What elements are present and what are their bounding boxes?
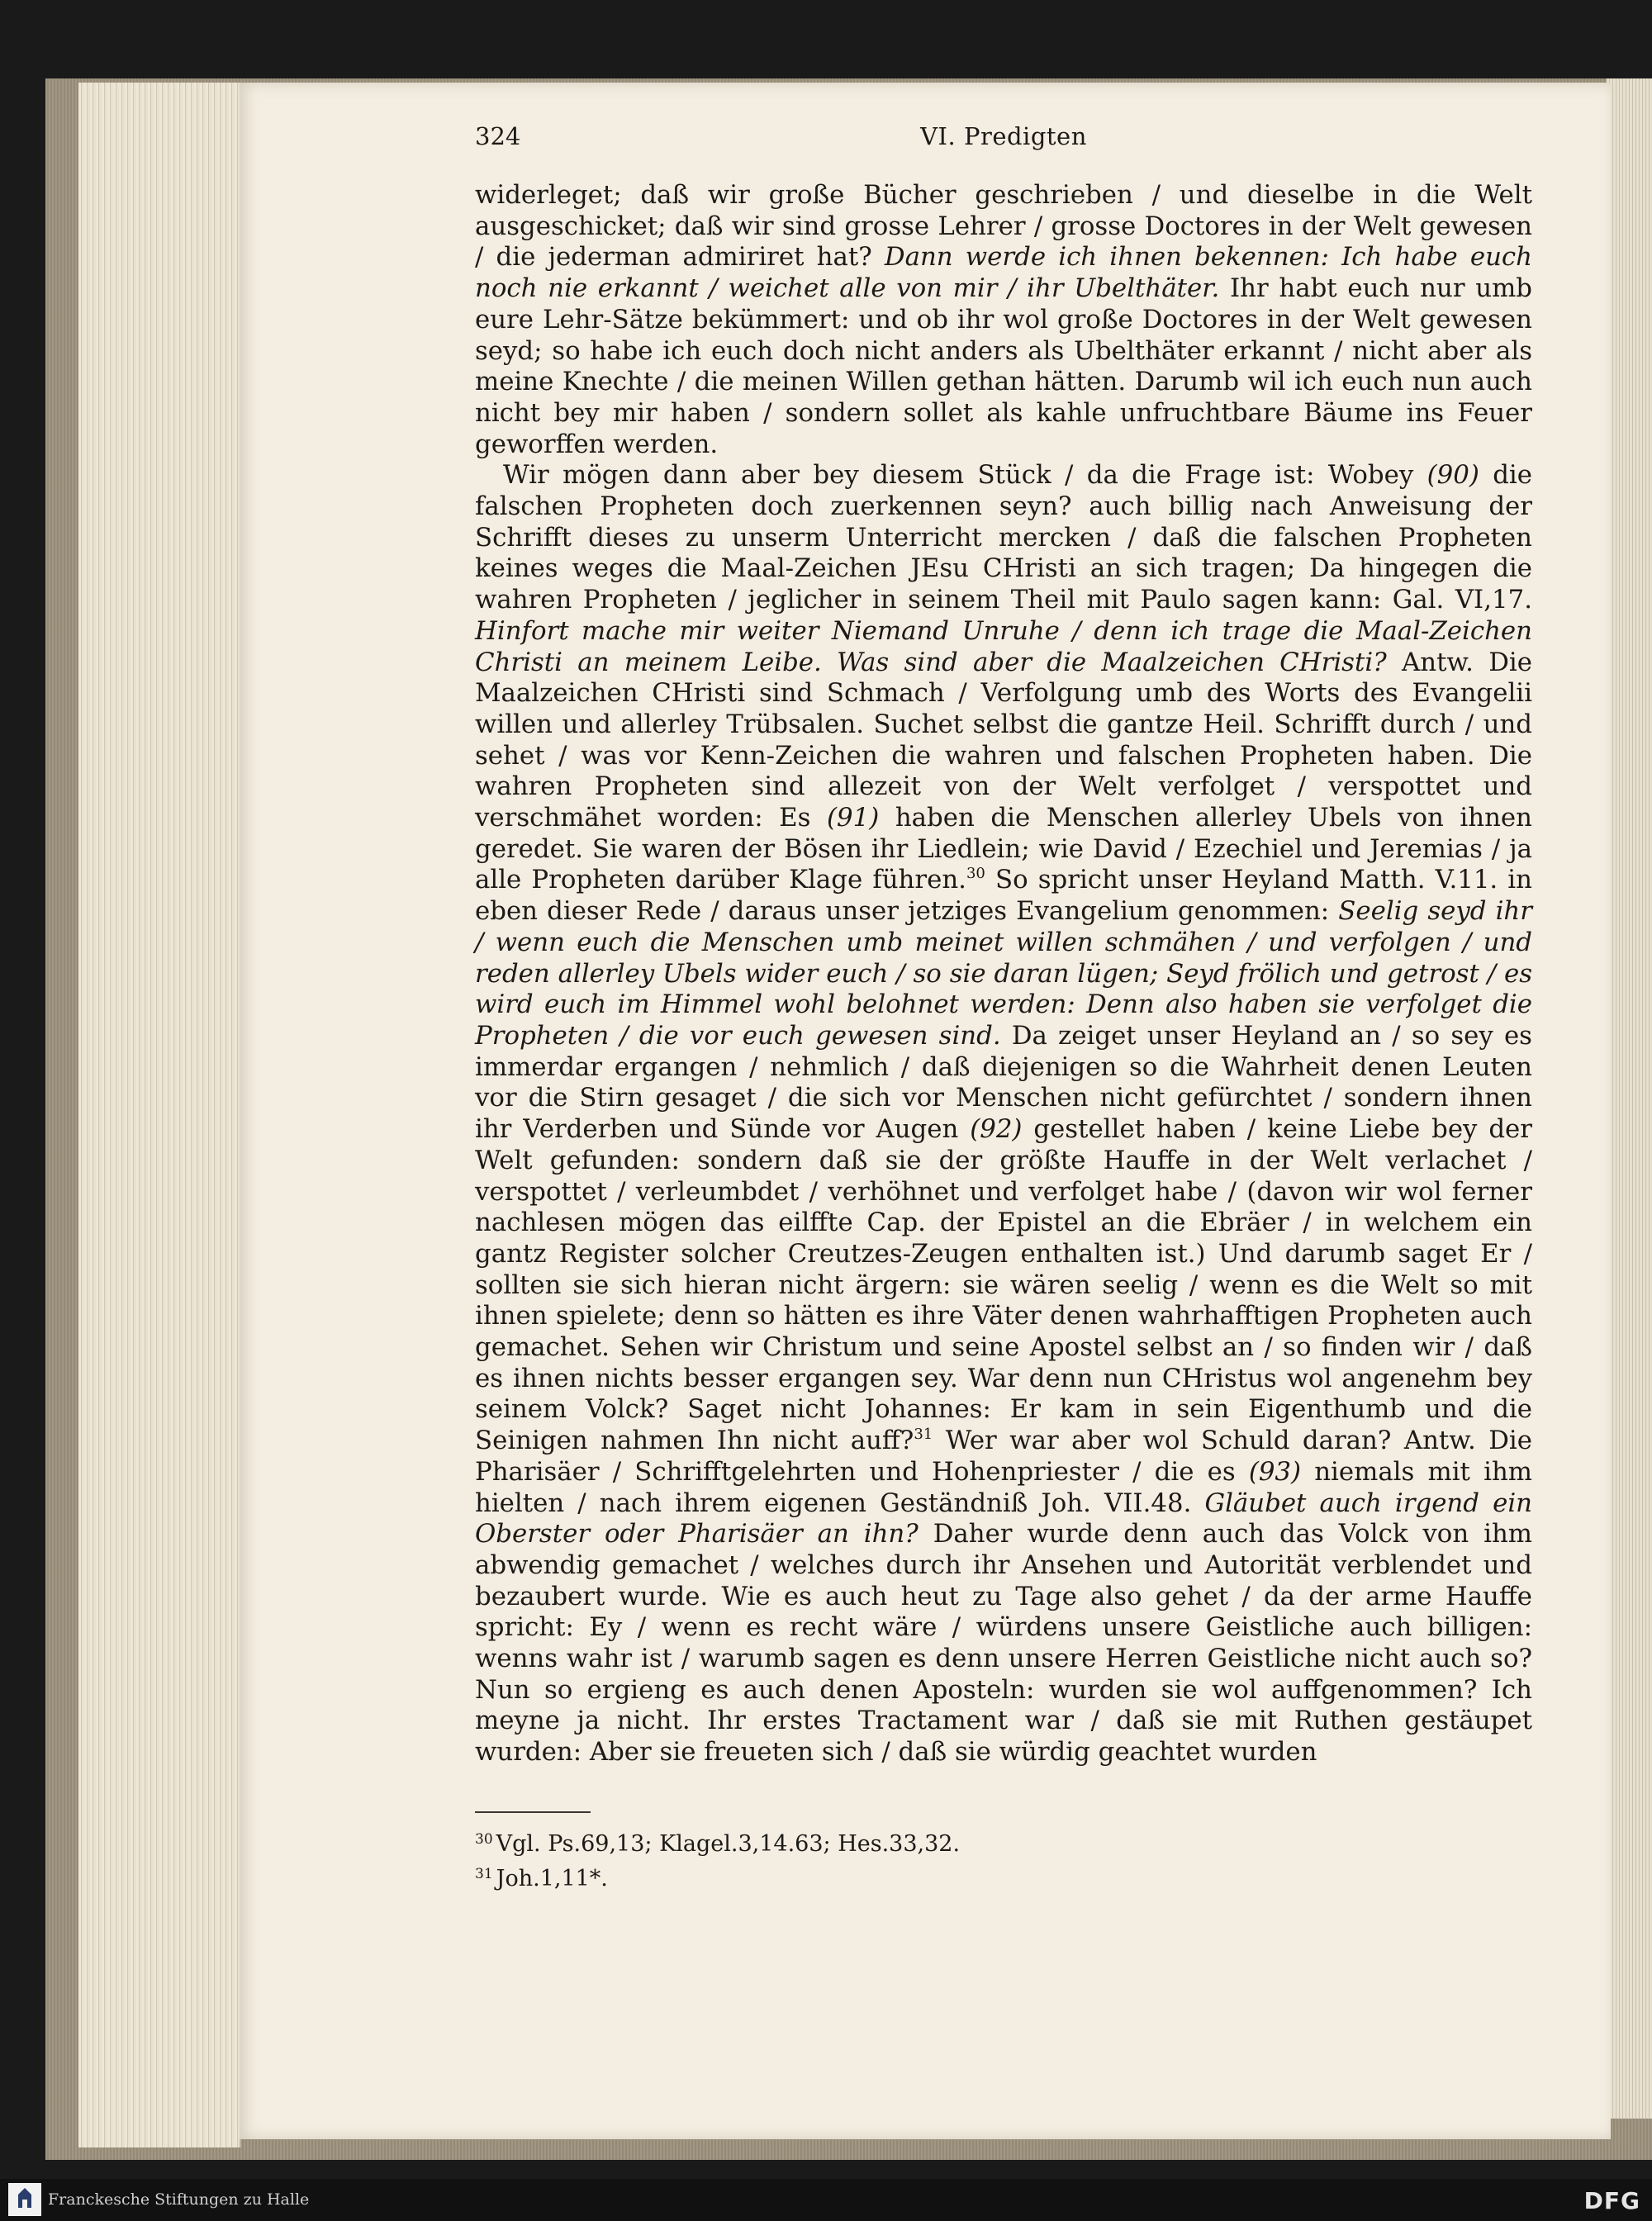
- page-number: 324: [475, 122, 521, 150]
- text-segment: So spricht unser Heyland Matth. V.11. in eben dieser Rede / daraus unser jetziges Evangelium genommen:: [475, 865, 1532, 927]
- italic-text: Seelig seyd ihr / wenn euch die Menschen umb meinet willen schmähen / und verfolgen / und reden allerley Ubels wider euch / so sie daran lügen; Seyd frölich und getrost / es wird euch im Himmel wohl belohnet werden: Denn also haben sie verfolget die Propheten / die vor euch gewesen sind.: [475, 896, 1532, 1051]
- text-segment: niemals mit ihm hielten / nach ihrem eigenen Geständniß Joh. VII.48.: [475, 1456, 1532, 1518]
- paragraph: [475, 180, 1532, 460]
- book-page-edges: [78, 83, 241, 2147]
- italic-text: Dann werde ich ihnen bekennen: Ich habe euch noch nie erkannt / weichet alle von mir / ihr Ubelthäter.: [475, 242, 1532, 304]
- footnote-rule: [475, 1811, 591, 1813]
- book-page-edges-right: [1607, 78, 1652, 2119]
- text-segment: die falschen Propheten doch zuerkennen seyn? auch billig nach Anweisung der Schrifft dieses zu unserm Unterricht mercken / daß die falschen Propheten keines weges die Maal-Zeichen JEsu CHristi an sich tragen; Da hingegen die wahren Propheten / jeglicher in seinem Theil mit Paulo sagen kann: Gal. VI,17.: [475, 460, 1532, 615]
- body-text: [475, 180, 1532, 1768]
- text-segment: Ihr habt euch nur umb eure Lehr-Sätze bekümmert: und ob ihr wol große Doctores in der Welt gewesen seyd; so habe ich euch doch nicht anders als Ubelthäter erkannt / nicht aber als meine Knechte / die meinen Willen gethan hätten. Darumb wil ich euch nun auch nicht bey mir haben / sondern sollet als kahle unfruchtbare Bäume ins Feuer geworffen werden.: [475, 273, 1532, 459]
- footnote-reference: 30: [966, 865, 985, 883]
- page-header: [475, 122, 1532, 180]
- footnote-text: Vgl. Ps.69,13; Klagel.3,14.63; Hes.33,32.: [496, 1830, 961, 1857]
- footnotes: [475, 1825, 1532, 1894]
- text-segment: haben die Menschen allerley Ubels von ihnen geredet. Sie waren der Bösen ihr Liedlein; wie David / Ezechiel und Jeremias / ja alle Propheten darüber Klage führen.: [475, 803, 1532, 895]
- italic-text: (91): [827, 803, 880, 833]
- running-title: VI. Predigten: [920, 122, 1087, 150]
- page-content: [475, 122, 1532, 1894]
- institution-logo-icon: [8, 2183, 41, 2216]
- footnote-text: Joh.1,11*.: [496, 1865, 608, 1891]
- italic-text: (92): [970, 1114, 1023, 1145]
- footnote-number: 31: [475, 1865, 493, 1882]
- institution-name: Franckesche Stiftungen zu Halle: [48, 2190, 310, 2209]
- dfg-badge: DFG: [1583, 2187, 1640, 2214]
- paragraph: [475, 460, 1532, 1768]
- footnote-number: 30: [475, 1830, 493, 1848]
- italic-text: (93): [1248, 1456, 1302, 1487]
- text-segment: widerleget; daß wir große Bücher geschrieben / und dieselbe in die Welt ausgeschicket; daß wir sind grosse Lehrer / grosse Doctores in der Welt gewesen / die jederman admiriret hat?: [475, 180, 1532, 273]
- text-segment: Wer war aber wol Schuld daran? Antw. Die Pharisäer / Schrifftgelehrten und Hohenpriester / die es: [475, 1426, 1532, 1487]
- text-segment: gestellet haben / keine Liebe bey der Welt gefunden: sondern daß sie der größte Hauffe in der Welt verlachet / verspottet / verleumbdet / verhöhnet und verfolget habe / (davon wir wol ferner nachlesen mögen das eilffte Cap. der Epistel an die Ebräer / in welchem ein gantz Register solcher Creutzes-Zeugen enthalten ist.) Und darumb saget Er / sollten sie sich hieran nicht ärgern: sie wären seelig / wenn es die Welt so mit ihnen spielete; denn so hätten es ihre Väter denen wahrhafftigen Propheten auch gemachet. Sehen wir Christum und seine Apostel selbst an / so finden wir / daß es ihnen nichts besser ergangen sey. War denn nun CHristus wol angenehm bey seinem Volck? Saget nicht Johannes: Er kam in sein Eigenthumb und die Seinigen nahmen Ihn nicht auff?: [475, 1114, 1532, 1456]
- text-segment: Da zeiget unser Heyland an / so sey es immerdar ergangen / nehmlich / daß diejenigen so die Wahrheit denen Leuten vor die Stirn gesaget / die sich vor Menschen nicht gefürchtet / sondern ihnen ihr Verderben und Sünde vor Augen: [475, 1020, 1532, 1145]
- footnote: [475, 1859, 1532, 1894]
- italic-text: (90): [1427, 460, 1479, 491]
- footnote: [475, 1825, 1532, 1859]
- italic-text: Hinfort mache mir weiter Niemand Unruhe / denn ich trage die Maal-Zeichen Christi an meinem Leibe. Was sind aber die Maalzeichen CHristi?: [475, 615, 1532, 677]
- footnote-reference: 31: [914, 1426, 933, 1444]
- text-segment: Wir mögen dann aber bey diesem Stück / da die Frage ist: Wobey: [503, 460, 1427, 491]
- italic-text: Gläubet auch irgend ein Oberster oder Pharisäer an ihn?: [475, 1488, 1532, 1549]
- text-segment: Daher wurde denn auch das Volck von ihm abwendig gemachet / welches durch ihr Ansehen und Autorität verblendet und bezaubert wurde. Wie es auch heut zu Tage also gehet / da der arme Hauffe spricht: Ey / wenn es recht wäre / würdens unsere Geistliche auch billigen: wenns wahr ist / warumb sagen es denn unsere Herren Geistliche nicht auch so? Nun so ergieng es auch denen Aposteln: wurden sie wol auffgenommen? Ich meyne ja nicht. Ihr erstes Tractament war / daß sie mit Ruthen gestäupet wurden: Aber sie freueten sich / daß sie würdig geachtet wurden: [475, 1519, 1532, 1768]
- viewer-footer-bar: [0, 2179, 1652, 2221]
- text-segment: Antw. Die Maalzeichen CHristi sind Schmach / Verfolgung umb des Worts des Evangelii willen und allerley Trübsalen. Suchet selbst die gantze Heil. Schrifft durch / und sehet / was vor Kenn-Zeichen die wahren und falschen Propheten haben. Die wahren Propheten sind allezeit von der Welt verfolget / verspottet und verschmähet worden: Es: [475, 647, 1533, 833]
